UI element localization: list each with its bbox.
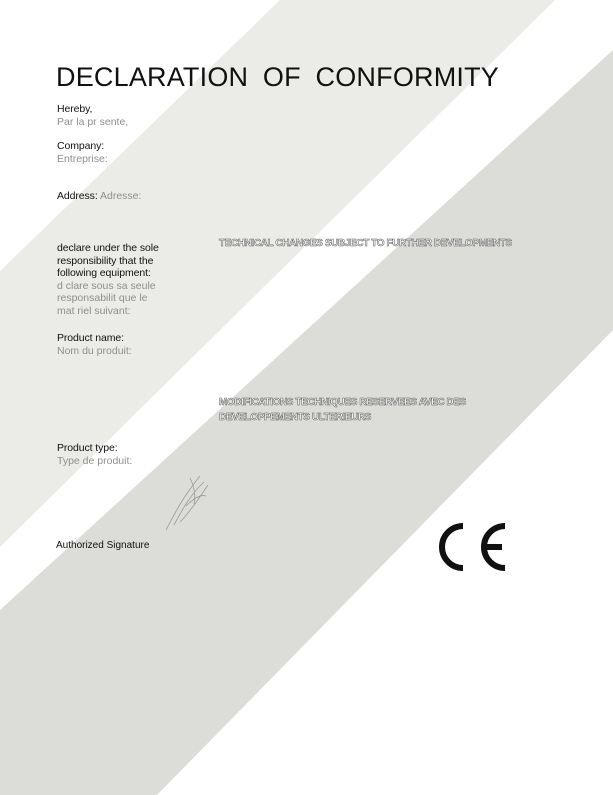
company-label: Company:	[57, 140, 105, 152]
declare-line-fr-1: d clare sous sa seule	[57, 279, 156, 292]
product-type-label-fr: Type de produit:	[57, 454, 133, 467]
declare-line-fr-3: mat riel suivant:	[57, 304, 131, 317]
address-block	[57, 190, 141, 203]
signature-scribble-icon	[160, 470, 220, 535]
product-name-block	[57, 332, 132, 357]
hereby-label-fr: Par la pr sente,	[57, 115, 129, 128]
product-type-block	[57, 442, 132, 467]
declare-line-1: declare under the sole	[57, 242, 159, 254]
modifications-notice-fr	[219, 395, 466, 425]
product-name-label: Product name:	[57, 332, 124, 344]
page-title: DECLARATION OF CONFORMITY	[56, 62, 500, 92]
product-type-label: Product type:	[57, 442, 118, 454]
modifications-notice-line-1: MODIFICATIONS TECHNIQUES RESERVEES AVEC DES	[219, 397, 466, 408]
authorized-signature-label: Authorized Signature	[56, 540, 150, 551]
company-label-fr: Entreprise:	[57, 152, 108, 165]
address-label: Address:	[57, 190, 98, 202]
hereby-block	[57, 103, 128, 128]
declare-line-3: following equipment:	[57, 267, 151, 279]
ce-mark-icon	[432, 520, 508, 574]
hereby-label: Hereby,	[57, 103, 93, 115]
product-name-label-fr: Nom du produit:	[57, 344, 132, 357]
technical-changes-notice: TECHNICAL CHANGES SUBJECT TO FURTHER DEVELOPMENTS	[219, 238, 512, 249]
modifications-notice-line-2: DEVELOPPEMENTS ULTERIEURS	[219, 412, 372, 423]
company-block	[57, 140, 108, 165]
address-label-fr: Adresse:	[99, 190, 142, 202]
declare-block	[57, 242, 159, 317]
declare-line-fr-2: responsabilit que le	[57, 292, 148, 304]
declare-line-2: responsibility that the	[57, 254, 154, 267]
